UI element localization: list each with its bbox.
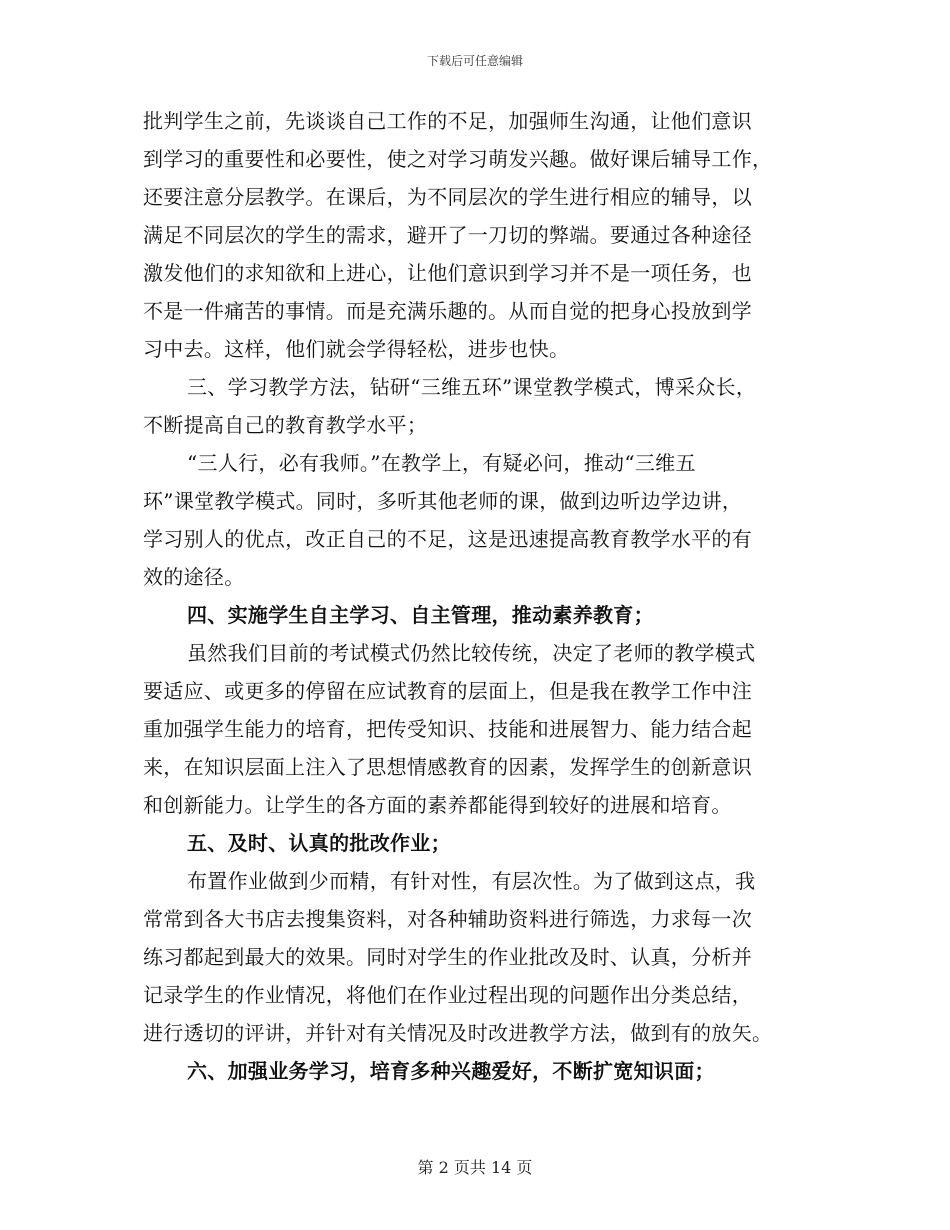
text-line: 常常到各大书店去搜集资料，对各种辅助资料进行筛选，力求每一次 — [143, 907, 752, 931]
text-line: 满足不同层次的学生的需求，避开了一刀切的弊端。要通过各种途径 — [143, 223, 752, 247]
section-heading: 五、及时、认真的批改作业； — [187, 831, 451, 855]
text-line: 三、学习教学方法，钻研“三维五环”课堂教学模式，博采众长， — [187, 375, 757, 399]
text-line: 还要注意分层教学。在课后，为不同层次的学生进行相应的辅导，以 — [143, 185, 752, 209]
text-line: 虽然我们目前的考试模式仍然比较传统，决定了老师的教学模式 — [187, 641, 756, 665]
text-line: “三人行，必有我师。”在教学上，有疑必问，推动“三维五 — [187, 451, 696, 475]
text-line: 记录学生的作业情况，将他们在作业过程出现的问题作出分类总结， — [143, 983, 752, 1007]
text-line: 习中去。这样，他们就会学得轻松，进步也快。 — [143, 337, 570, 361]
text-line: 和创新能力。让学生的各方面的素养都能得到较好的进展和培育。 — [143, 793, 732, 817]
text-line: 要适应、或更多的停留在应试教育的层面上，但是我在教学工作中注 — [143, 679, 752, 703]
text-line: 布置作业做到少而精，有针对性，有层次性。为了做到这点，我 — [187, 869, 756, 893]
page-header: 下载后可任意编辑 — [426, 54, 523, 68]
text-line: 环”课堂教学模式。同时，多听其他老师的课，做到边听边学边讲， — [143, 489, 743, 513]
text-line: 到学习的重要性和必要性，使之对学习萌发兴趣。做好课后辅导工作， — [143, 147, 773, 171]
text-line: 效的途径。 — [143, 565, 245, 589]
text-line: 练习都起到最大的效果。同时对学生的作业批改及时、认真，分析并 — [143, 945, 752, 969]
text-line: 激发他们的求知欲和上进心，让他们意识到学习并不是一项任务，也 — [143, 261, 752, 285]
text-line: 来，在知识层面上注入了思想情感教育的因素，发挥学生的创新意识 — [143, 755, 752, 779]
document-body — [143, 102, 813, 1090]
page-footer: 第 2 页共 14 页 — [417, 1158, 533, 1177]
section-heading: 四、实施学生自主学习、自主管理，推动素养教育； — [187, 603, 654, 627]
text-line: 重加强学生能力的培育，把传受知识、技能和进展智力、能力结合起 — [143, 717, 752, 741]
text-line: 批判学生之前，先谈谈自己工作的不足，加强师生沟通，让他们意识 — [143, 109, 752, 133]
text-line: 不是一件痛苦的事情。而是充满乐趣的。从而自觉的把身心投放到学 — [143, 299, 752, 323]
text-line: 不断提高自己的教育教学水平； — [143, 413, 428, 437]
section-heading: 六、加强业务学习，培育多种兴趣爱好，不断扩宽知识面； — [187, 1059, 715, 1083]
text-line: 学习别人的优点，改正自己的不足，这是迅速提高教育教学水平的有 — [143, 527, 752, 551]
text-line: 进行透切的评讲，并针对有关情况及时改进教学方法，做到有的放矢。 — [143, 1021, 773, 1045]
